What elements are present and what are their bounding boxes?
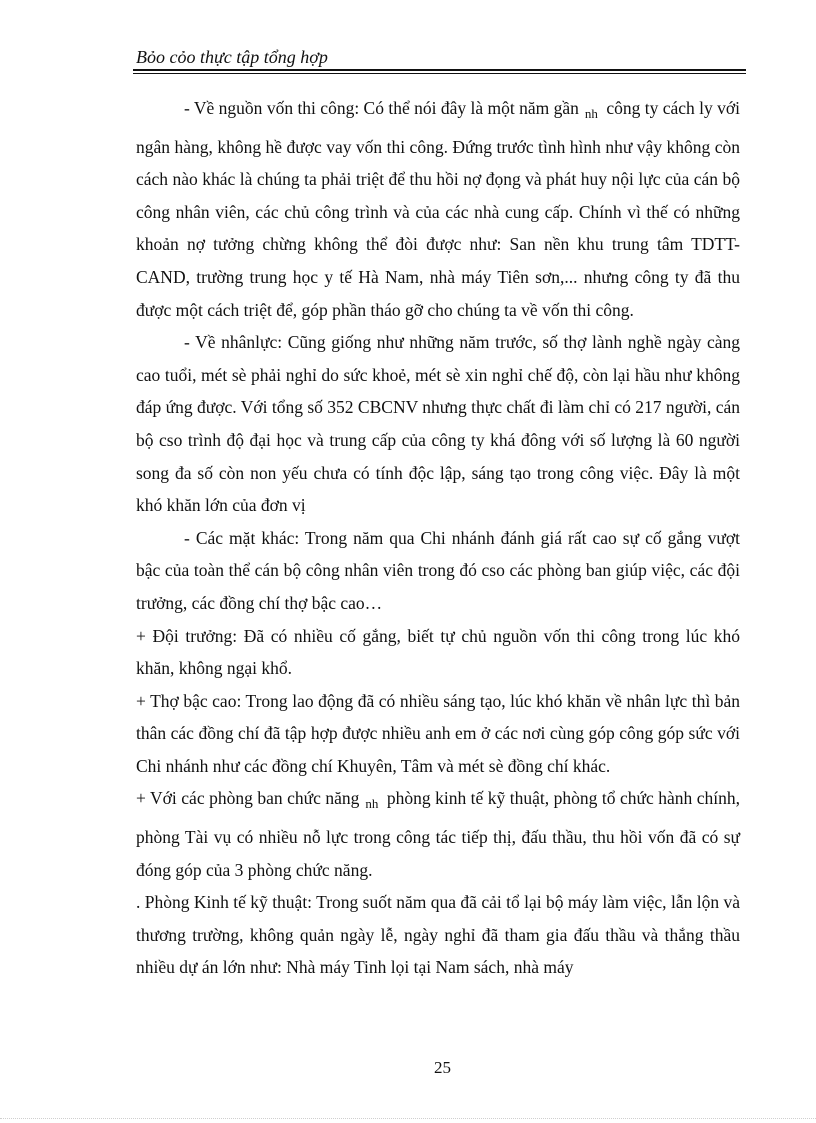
body-text <box>136 92 740 984</box>
header-title: Bỏo cỏo thực tập tổng hợp <box>136 47 328 67</box>
paragraph-other-aspects: - Các mặt khác: Trong năm qua Chi nhánh đánh giá rất cao sự cố gắng vượt bậc của toàn thể cán bộ công nhân viên trong đó cso các phòng ban giúp việc, các đội trưởng, các đồng chí thợ bậc cao… <box>136 527 740 613</box>
paragraph-text: - Về nguồn vốn thi công: Có thể nói đây là một năm gần <box>184 98 579 118</box>
page-bottom-border <box>0 1118 816 1119</box>
header-rule-thin <box>133 73 746 74</box>
paragraph-departments <box>136 782 740 886</box>
inline-fragment: nh <box>365 796 379 812</box>
header-rule-thick <box>133 69 746 71</box>
inline-fragment: nh <box>584 106 598 121</box>
paragraph-senior-workers: + Thợ bậc cao: Trong lao động đã có nhiều sáng tạo, lúc khó khăn về nhân lực thì bản thân các đồng chí đã tập hợp được nhiều anh em ở các nơi cùng góp công góp sức với Chi nhánh như các đồng chí Khuyên, Tâm và mét sè đồng chí khác. <box>136 690 740 776</box>
paragraph-funding <box>136 92 740 326</box>
page-number: 25 <box>434 1058 451 1077</box>
paragraph-text: phòng kinh tế kỹ thuật, phòng tổ chức hành chính, phòng Tài vụ có nhiều nỗ lực trong công tác tiếp thị, đấu thầu, thu hồi vốn đã có sự đóng góp của 3 phòng chức năng. <box>136 788 740 880</box>
paragraph-text: công ty cách ly với ngân hàng, không hề được vay vốn thi công. Đứng trước tình hình như vậy không còn cách nào khác là chúng ta phải triệt để thu hồi nợ đọng và phát huy nội lực của cán bộ công nhân viên, các chủ công trình và của các nhà cung cấp. Chính vì thế có những khoản nợ tưởng chừng không thể đòi được như: San nền khu trung tâm TDTT-CAND, trường trung học y tế Hà Nam, nhà máy Tiên sơn,... nhưng công ty đã thu được một cách triệt để, góp phần tháo gỡ cho chúng ta về vốn thi công. <box>136 98 740 320</box>
paragraph-team-leaders: + Đội trưởng: Đã có nhiều cố gắng, biết tự chủ nguồn vốn thi công trong lúc khó khăn, không ngại khổ. <box>136 625 740 679</box>
paragraph-text: + Với các phòng ban chức năng <box>136 788 360 809</box>
paragraph-personnel: - Về nhânlực: Cũng giống như những năm trước, số thợ lành nghề ngày càng cao tuổi, mét sè phải nghỉ do sức khoẻ, mét sè xin nghỉ chế độ, còn lại hầu như không đáp ứng được. Với tổng số 352 CBCNV nhưng thực chất đi làm chỉ có 217 người, cán bộ cso trình độ đại học và trung cấp của công ty khá đông với số lượng là 60 người song đa số còn non yếu chưa có tính độc lập, sáng tạo trong công việc. Đây là một khó khăn lớn của đơn vị <box>136 332 740 516</box>
paragraph-economic-technical-dept: . Phòng Kinh tế kỹ thuật: Trong suốt năm qua đã cải tổ lại bộ máy làm việc, lẫn lộn và thương trường, không quản ngày lễ, ngày nghỉ đã tham gia đấu thầu và thắng thầu nhiều dự án lớn như: Nhà máy Tinh lọi tại Nam sách, nhà máy <box>136 892 740 978</box>
